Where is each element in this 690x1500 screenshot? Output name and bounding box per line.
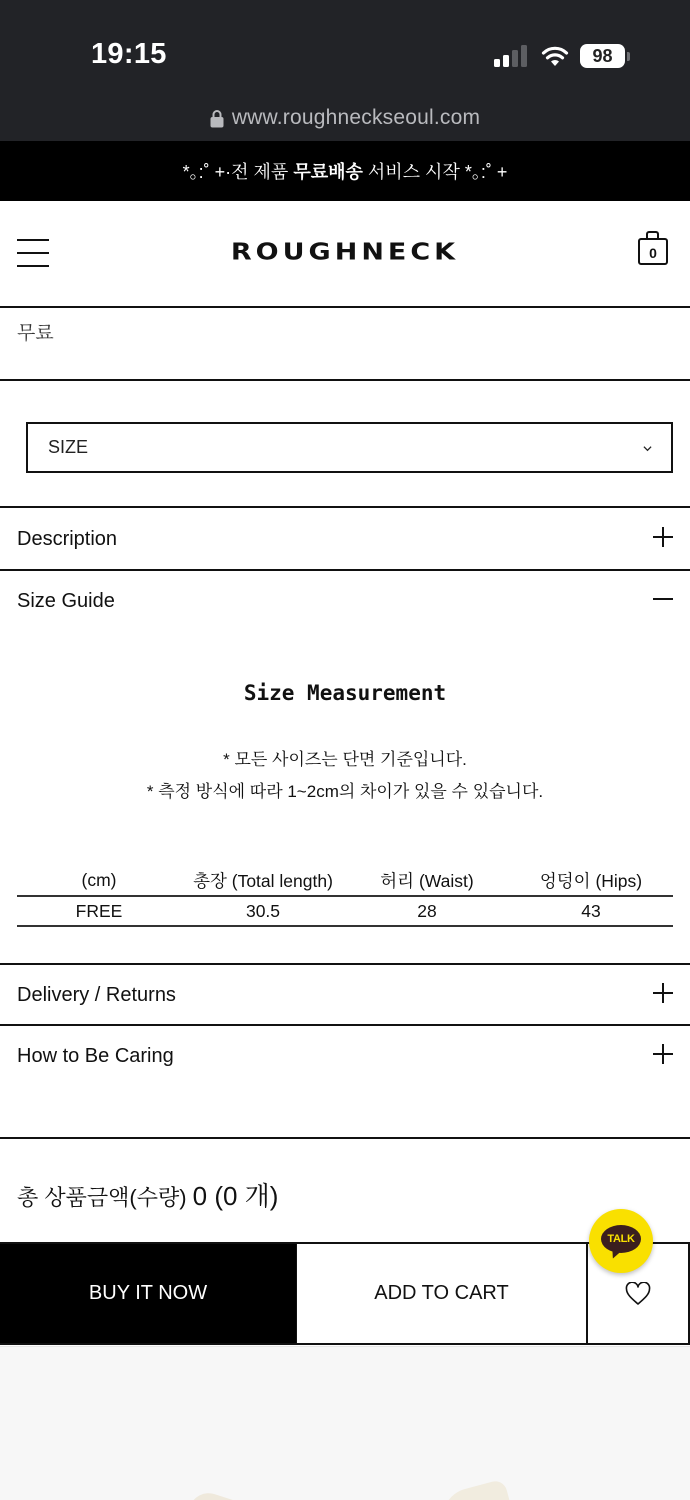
plus-icon	[653, 527, 673, 547]
status-time: 19:15	[91, 38, 167, 70]
header-cell: 총장 (Total length)	[193, 871, 333, 891]
divider	[0, 1137, 690, 1139]
chevron-down-icon	[643, 444, 652, 453]
accordion-title: Delivery / Returns	[17, 984, 176, 1006]
cart-button[interactable]	[637, 231, 669, 267]
size-table	[17, 866, 673, 927]
total-price	[17, 1176, 278, 1213]
lock-icon	[210, 109, 224, 128]
accordion-description[interactable]	[0, 509, 690, 570]
browser-chrome	[0, 0, 690, 141]
product-image	[0, 1346, 690, 1500]
battery-icon	[580, 44, 630, 68]
plus-icon	[653, 1044, 673, 1064]
header-cell: 엉덩이 (Hips)	[539, 871, 643, 891]
accordion-title: How to Be Caring	[17, 1045, 174, 1067]
header-cell: 허리 (Waist)	[380, 871, 474, 891]
table-cell: 43	[581, 900, 601, 921]
site-header	[0, 201, 690, 308]
wifi-icon	[541, 45, 569, 67]
announcement-suffix: 서비스 시작 *｡:˚ +	[362, 162, 508, 182]
shipping-fee: 무료	[17, 323, 54, 344]
header-cell: (cm)	[81, 870, 117, 890]
accordion-delivery-returns[interactable]	[0, 963, 690, 1024]
status-icons	[494, 42, 630, 70]
kakao-talk-icon	[601, 1225, 641, 1253]
accordion-title: Description	[17, 528, 118, 550]
plus-icon	[653, 983, 673, 1003]
table-cell: FREE	[75, 900, 123, 921]
size-select[interactable]	[26, 422, 673, 473]
url-text: www.roughneckseoul.com	[231, 106, 481, 129]
address-bar[interactable]	[0, 106, 690, 130]
heart-icon	[625, 1282, 651, 1306]
announcement-bar	[0, 141, 690, 201]
kakao-talk-button[interactable]	[589, 1209, 653, 1273]
buy-now-button[interactable]: BUY IT NOW	[0, 1244, 296, 1343]
total-amount: 0 (0 개)	[192, 1181, 279, 1211]
announcement-prefix: *｡:˚ +·전 제품	[182, 162, 294, 182]
kakao-talk-label: TALK	[607, 1233, 635, 1245]
shipping-info	[0, 309, 690, 381]
brand-logo[interactable]: ROUGHNECK	[230, 239, 460, 266]
option-area	[0, 382, 690, 508]
cart-count: 0	[638, 238, 668, 265]
minus-icon	[653, 589, 673, 609]
size-guide-note: * 측정 방식에 따라 1~2cm의 차이가 있을 수 있습니다.	[146, 782, 544, 801]
table-row	[17, 896, 673, 926]
table-cell: 30.5	[245, 900, 281, 921]
battery-level: 98	[580, 44, 625, 68]
announcement-highlight: 무료배송	[293, 162, 363, 182]
add-to-cart-button[interactable]: ADD TO CART	[296, 1244, 588, 1343]
size-guide-title: Size Measurement	[243, 681, 447, 705]
accordion-care[interactable]	[0, 1024, 690, 1085]
size-guide-note: * 모든 사이즈는 단면 기준입니다.	[223, 750, 467, 769]
accordion-size-guide[interactable]	[0, 569, 690, 630]
accordion-title: Size Guide	[17, 590, 115, 612]
table-cell: 28	[417, 900, 437, 921]
size-table-header	[17, 866, 673, 896]
total-label: 총 상품금액(수량)	[17, 1185, 193, 1210]
cellular-signal-icon	[494, 45, 527, 67]
size-select-label: SIZE	[48, 437, 89, 457]
purchase-actions	[0, 1242, 690, 1345]
